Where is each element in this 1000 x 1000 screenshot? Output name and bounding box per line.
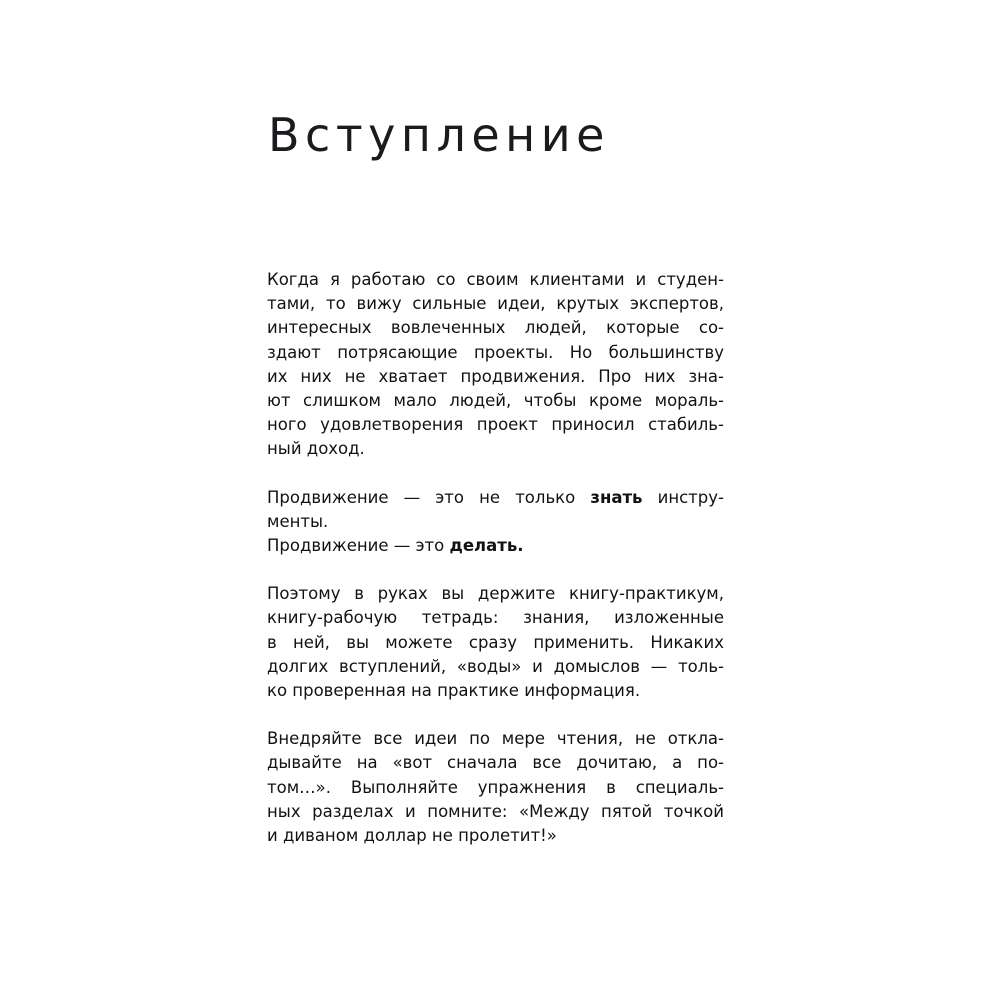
text-line: долгих вступлений, «воды» и домыслов — толь- (267, 656, 724, 676)
text-line: ного удовлетворения проект приносил стабиль- (267, 415, 724, 435)
text-line: в ней, вы можете сразу применить. Никаких (267, 632, 724, 652)
body-text (267, 268, 724, 848)
text-line: ко проверенная на практике информация. (267, 681, 641, 701)
page-title: Вступление (268, 107, 610, 162)
text-line: ных разделах и помните: «Между пятой точкой (267, 801, 724, 821)
text-line: здают потрясающие проекты. Но большинству (267, 342, 724, 362)
paragraph-1 (267, 268, 724, 462)
text-line: и диваном доллар не пролетит!» (267, 826, 557, 846)
text-line: том…». Выполняйте упражнения в специаль- (267, 777, 724, 797)
paragraph-3 (267, 582, 724, 703)
text-line: ют слишком мало людей, чтобы кроме мораль- (267, 391, 724, 411)
text-line: Продвижение — это делать. (267, 536, 524, 556)
text-line: Когда я работаю со своим клиентами и студен- (267, 270, 724, 289)
text-line: дывайте на «вот сначала все дочитаю, а по- (267, 753, 724, 773)
text-line: менты. (267, 511, 329, 531)
text-line: Продвижение — это не только знать инстру- (267, 487, 724, 507)
emphasis-text: делать. (449, 536, 524, 556)
text-line: книгу-рабочую тетрадь: знания, изложенные (267, 608, 724, 628)
text-line: Поэтому в руках вы держите книгу-практикум, (267, 584, 724, 604)
text-line: тами, то вижу сильные идеи, крутых экспертов, (267, 294, 724, 314)
paragraph-2 (267, 486, 724, 559)
text-line: ный доход. (267, 439, 365, 459)
text-line: их них не хватает продвижения. Про них зна- (267, 366, 724, 386)
text-line: интересных вовлеченных людей, которые со- (267, 318, 724, 338)
text-line: Внедряйте все идеи по мере чтения, не откла- (267, 729, 724, 749)
paragraph-4 (267, 727, 724, 848)
emphasis-text: знать (590, 487, 643, 507)
